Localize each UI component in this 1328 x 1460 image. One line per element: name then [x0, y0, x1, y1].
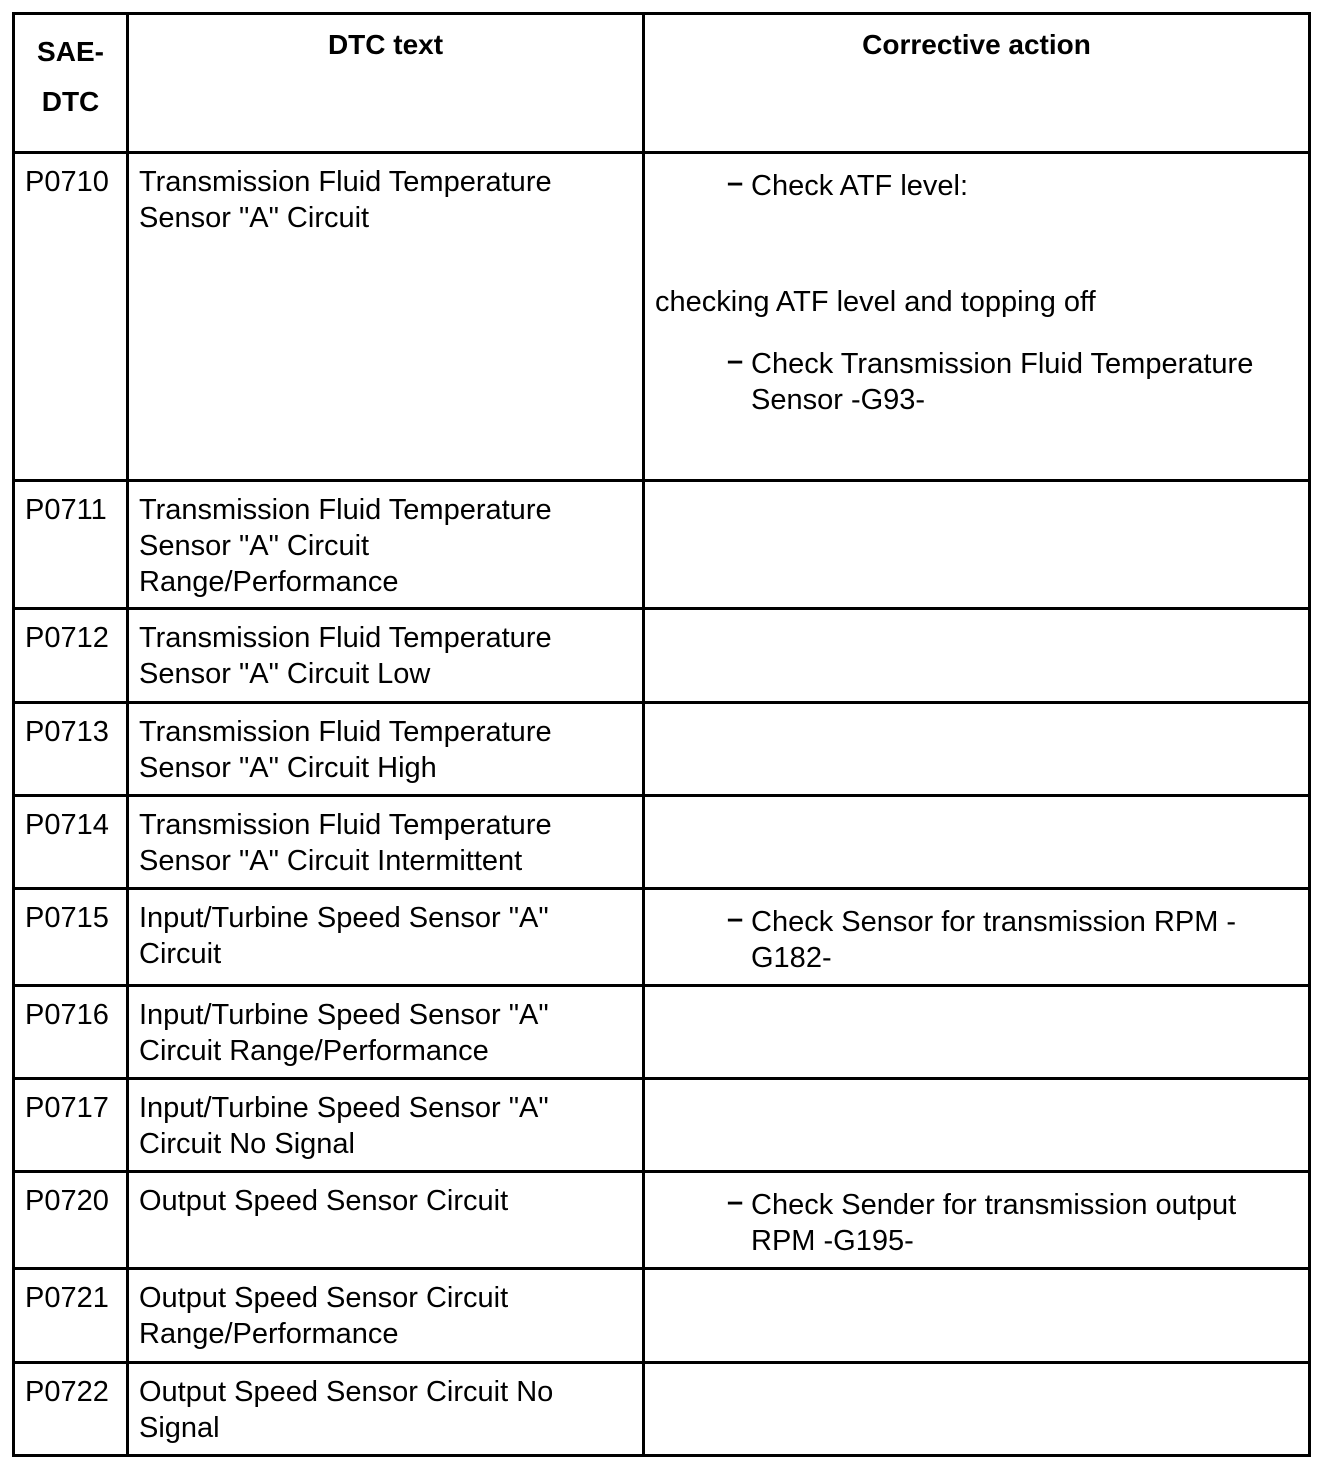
dtc-text: Transmission Fluid Temperature Sensor "A" Circuit Low: [128, 609, 644, 703]
table-row-p0716: [14, 986, 1310, 1079]
corrective-action: [644, 1079, 1310, 1172]
dtc-text: Output Speed Sensor Circuit No Signal: [128, 1363, 644, 1456]
dtc-code: P0714: [14, 796, 128, 889]
action-bullet-text: Check Sender for transmission output RPM -G195-: [751, 1189, 1237, 1257]
corrective-action: [644, 153, 1310, 481]
header-sae-line2: DTC: [41, 86, 100, 117]
header-row: [14, 14, 1310, 153]
dash-icon: –: [727, 345, 744, 377]
action-bullet: [655, 168, 1298, 204]
action-bullet-text: Check Transmission Fluid Temperature Sensor -G93-: [751, 348, 1254, 416]
dtc-code: P0710: [14, 153, 128, 481]
dash-icon: –: [727, 1186, 744, 1218]
dtc-text: Input/Turbine Speed Sensor "A" Circuit No Signal: [128, 1079, 644, 1172]
table-row-p0722: [14, 1363, 1310, 1456]
dtc-text: Output Speed Sensor Circuit Range/Performance: [128, 1269, 644, 1363]
table-row-p0711: [14, 481, 1310, 609]
table-row-p0720: [14, 1172, 1310, 1269]
corrective-action: [644, 1269, 1310, 1363]
dtc-code: P0721: [14, 1269, 128, 1363]
corrective-action: [644, 481, 1310, 609]
action-bullet-text: Check ATF level:: [751, 170, 969, 202]
dtc-text: Transmission Fluid Temperature Sensor "A" Circuit Intermittent: [128, 796, 644, 889]
dtc-text: Transmission Fluid Temperature Sensor "A" Circuit: [128, 153, 644, 481]
dtc-code: P0716: [14, 986, 128, 1079]
dtc-text: Transmission Fluid Temperature Sensor "A" Circuit Range/Performance: [128, 481, 644, 609]
corrective-action: [644, 1172, 1310, 1269]
header-dtc-text: DTC text: [128, 14, 644, 153]
dtc-code: P0711: [14, 481, 128, 609]
corrective-action: [644, 1363, 1310, 1456]
corrective-action: [644, 986, 1310, 1079]
action-bullet: [655, 904, 1298, 976]
action-plain-text: checking ATF level and topping off: [655, 286, 1096, 318]
dtc-code: P0717: [14, 1079, 128, 1172]
table-row-p0717: [14, 1079, 1310, 1172]
header-corrective-action: Corrective action: [644, 14, 1310, 153]
dtc-table: [12, 12, 1311, 1457]
action-bullet: [655, 346, 1298, 418]
dtc-code: P0713: [14, 703, 128, 796]
corrective-action: [644, 609, 1310, 703]
corrective-action: [644, 703, 1310, 796]
table-row-p0712: [14, 609, 1310, 703]
dash-icon: –: [727, 903, 744, 935]
dash-icon: –: [727, 167, 744, 199]
action-bullet: [655, 1187, 1298, 1259]
corrective-action: [644, 889, 1310, 986]
dtc-text: Input/Turbine Speed Sensor "A" Circuit: [128, 889, 644, 986]
header-sae-line1: SAE-: [37, 36, 104, 67]
table-row-p0713: [14, 703, 1310, 796]
table-row-p0721: [14, 1269, 1310, 1363]
dtc-text: Transmission Fluid Temperature Sensor "A" Circuit High: [128, 703, 644, 796]
dtc-code: P0722: [14, 1363, 128, 1456]
table-row-p0715: [14, 889, 1310, 986]
table-row-p0710: [14, 153, 1310, 481]
dtc-text: Output Speed Sensor Circuit: [128, 1172, 644, 1269]
header-sae-dtc: [14, 14, 128, 153]
dtc-code: P0720: [14, 1172, 128, 1269]
dtc-code: P0715: [14, 889, 128, 986]
corrective-action: [644, 796, 1310, 889]
dtc-code: P0712: [14, 609, 128, 703]
action-bullet-text: Check Sensor for transmission RPM -G182-: [751, 906, 1237, 974]
dtc-text: Input/Turbine Speed Sensor "A" Circuit Range/Performance: [128, 986, 644, 1079]
table-row-p0714: [14, 796, 1310, 889]
